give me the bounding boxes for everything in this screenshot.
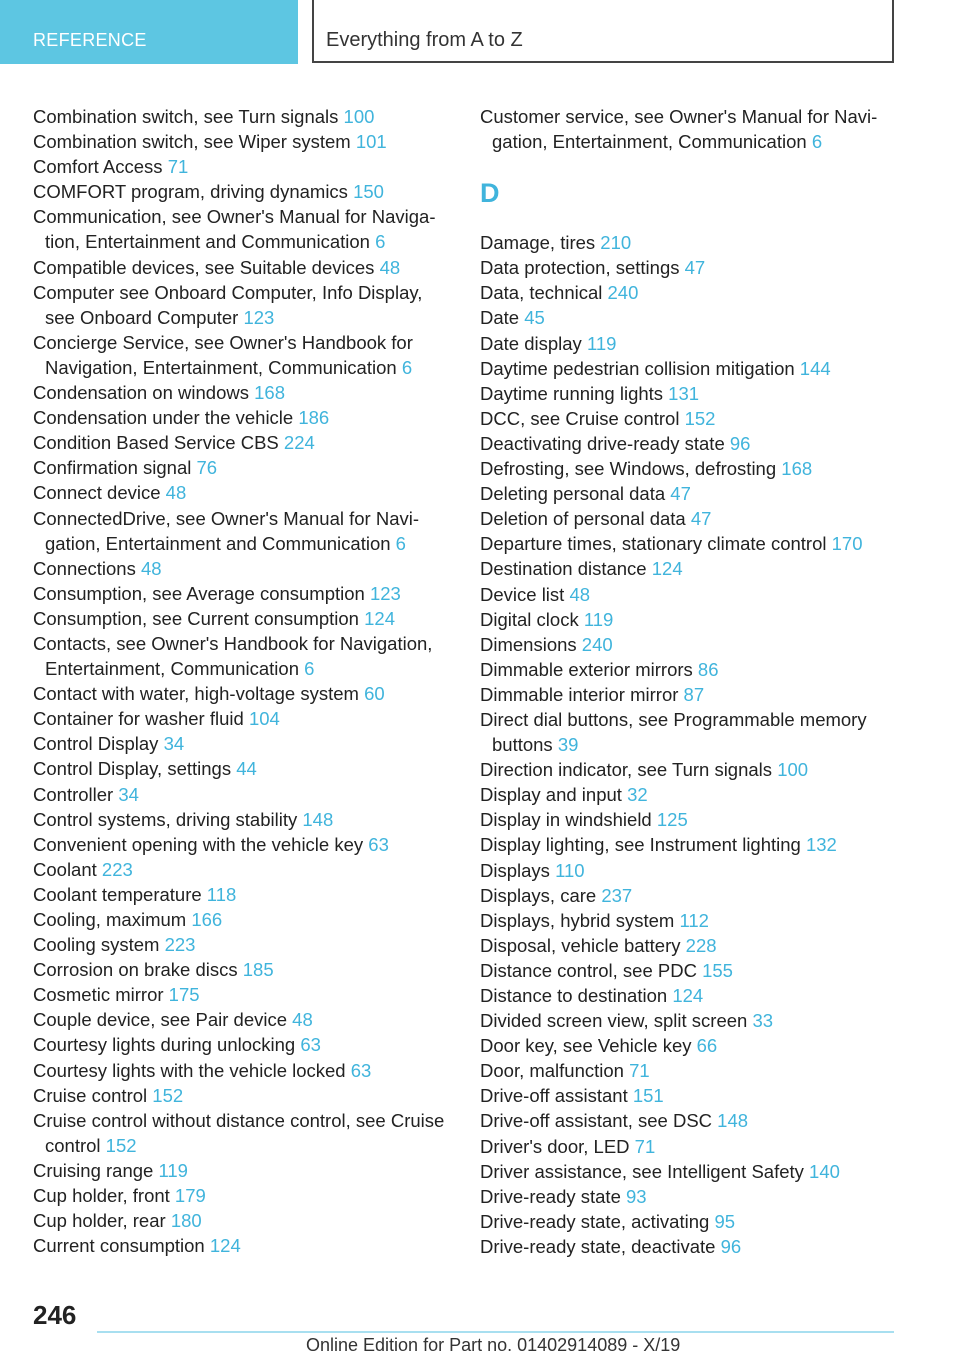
page-reference-link[interactable]: 95 — [714, 1210, 736, 1232]
index-entry — [480, 632, 900, 657]
index-entry — [480, 1033, 900, 1058]
index-entry — [33, 807, 453, 832]
index-entries-d — [480, 230, 900, 1259]
index-entry-text: Cooling system — [33, 934, 160, 956]
index-entry — [480, 682, 900, 707]
index-entry — [33, 430, 453, 455]
index-entry-text: Connect device — [33, 482, 161, 504]
index-entry-text: Communication, see Owner's Manual for Naviga-tion, Entertainment and Communication — [33, 206, 436, 253]
index-entry-text: Door key, see Vehicle key — [480, 1035, 692, 1057]
page-reference-link[interactable]: 210 — [600, 232, 632, 254]
index-entry-text: Contacts, see Owner's Handbook for Navigation, Entertainment, Communication — [33, 632, 433, 680]
page-reference-link[interactable]: 44 — [236, 758, 257, 780]
index-entry-text: Damage, tires — [480, 232, 596, 254]
index-entry — [480, 1134, 900, 1159]
page-reference-link[interactable]: 48 — [569, 583, 591, 605]
page-reference-link[interactable]: 124 — [209, 1235, 241, 1257]
index-entry-text: Distance control, see PDC — [480, 959, 697, 981]
page-reference-link[interactable]: 112 — [679, 909, 709, 931]
index-entry-text: Direct dial buttons, see Programmable memory buttons — [480, 708, 867, 756]
index-entry — [33, 280, 453, 330]
index-entry-text: Date — [480, 307, 520, 329]
index-entry — [480, 908, 900, 933]
index-entry-text: Departure times, stationary climate control — [480, 533, 827, 555]
page-reference-link[interactable]: 155 — [702, 959, 733, 981]
page-reference-link[interactable]: 101 — [355, 131, 387, 153]
index-entry-text: DCC, see Cruise control — [480, 407, 680, 429]
page-reference-link[interactable]: 86 — [697, 658, 719, 680]
page-reference-link[interactable]: 48 — [165, 482, 187, 504]
index-entry — [33, 1183, 453, 1208]
index-entry — [33, 1233, 453, 1258]
index-entry-text: Deleting personal data — [480, 483, 666, 505]
index-entry — [33, 255, 453, 280]
index-entry-text: Divided screen view, split screen — [480, 1010, 748, 1032]
page-reference-link[interactable]: 224 — [283, 432, 315, 454]
page-reference-link[interactable]: 60 — [364, 683, 385, 705]
index-entry — [480, 230, 900, 255]
index-entry — [33, 832, 453, 857]
index-entry — [33, 731, 453, 756]
index-entry — [480, 858, 900, 883]
index-entry-text: Cup holder, front — [33, 1185, 170, 1207]
index-entry — [480, 832, 900, 857]
index-entry — [33, 1208, 453, 1233]
index-entry-text: Customer service, see Owner's Manual for Navi-gation, Entertainment, Communication — [480, 106, 878, 153]
page-reference-link[interactable]: 152 — [684, 407, 716, 429]
page-reference-link[interactable]: 6 — [401, 356, 413, 378]
page-reference-link[interactable]: 6 — [395, 532, 406, 554]
index-entry — [480, 1159, 900, 1184]
index-entry — [480, 782, 900, 807]
page-reference-link[interactable]: 34 — [163, 733, 185, 755]
page-reference-link[interactable]: 104 — [248, 708, 280, 730]
index-entry-text: Cooling, maximum — [33, 909, 187, 930]
index-entry — [33, 606, 453, 631]
page-reference-link[interactable]: 33 — [752, 1010, 774, 1032]
index-entry — [33, 957, 453, 982]
index-entry-text: Displays, hybrid system — [480, 909, 675, 931]
index-entry — [480, 983, 900, 1008]
index-entry — [480, 1008, 900, 1033]
page-reference-link[interactable]: 175 — [168, 984, 200, 1006]
index-entry-text: Date display — [480, 332, 582, 354]
page-reference-link[interactable]: 71 — [167, 156, 189, 178]
page-reference-link[interactable]: 223 — [101, 858, 133, 880]
index-entry — [480, 456, 900, 481]
page-reference-link[interactable]: 166 — [191, 909, 223, 930]
index-entry — [480, 406, 900, 431]
page-reference-link[interactable]: 6 — [811, 131, 823, 153]
page-reference-link[interactable]: 47 — [670, 483, 691, 505]
index-entry — [33, 154, 453, 179]
page-reference-link[interactable]: 119 — [583, 608, 614, 630]
index-entry-text: ConnectedDrive, see Owner's Manual for Navi-gation, Entertainment and Communication — [33, 507, 420, 554]
index-entry — [33, 455, 453, 480]
index-entry-text: Daytime pedestrian collision mitigation — [480, 357, 795, 379]
index-entry-text: Corrosion on brake discs — [33, 959, 238, 981]
page-reference-link[interactable]: 47 — [684, 257, 706, 279]
page-reference-link[interactable]: 152 — [105, 1134, 137, 1156]
index-entry-text: Compatible devices, see Suitable devices — [33, 256, 375, 278]
page-reference-link[interactable]: 96 — [729, 432, 751, 454]
page-reference-link[interactable]: 119 — [586, 332, 617, 354]
page-reference-link[interactable]: 132 — [805, 834, 837, 856]
index-entry-text: Direction indicator, see Turn signals — [480, 759, 773, 781]
index-entry — [480, 757, 900, 782]
index-entry-text: Door, malfunction — [480, 1060, 624, 1082]
index-entry-text: Distance to destination — [480, 985, 668, 1006]
index-entry — [480, 431, 900, 456]
index-entry-text: Display lighting, see Instrument lighting — [480, 834, 801, 856]
page-reference-link[interactable]: 34 — [118, 783, 139, 805]
index-entry-text: Drive-off assistant, see DSC — [480, 1110, 713, 1132]
page-reference-link[interactable]: 71 — [629, 1060, 650, 1082]
index-entry — [480, 1184, 900, 1209]
index-entry-text: Current consumption — [33, 1235, 205, 1257]
index-entry-text: Drive-off assistant — [480, 1085, 628, 1107]
page-reference-link[interactable]: 100 — [777, 759, 809, 781]
page-reference-link[interactable]: 168 — [781, 458, 813, 480]
page-reference-link[interactable]: 150 — [353, 181, 384, 203]
index-entry-text: Contact with water, high-voltage system — [33, 683, 359, 705]
index-entry-text: Defrosting, see Windows, defrosting — [480, 458, 777, 480]
page-reference-link[interactable]: 6 — [304, 658, 315, 680]
index-entry — [480, 556, 900, 581]
index-entry-text: Cruise control — [33, 1084, 148, 1106]
index-entry — [480, 255, 900, 280]
index-entry-text: Drive-ready state — [480, 1185, 621, 1207]
index-entry — [480, 381, 900, 406]
index-entry — [480, 1234, 900, 1259]
index-entry-text: Control Display, settings — [33, 758, 232, 780]
page-reference-link[interactable]: 32 — [627, 784, 648, 806]
index-entry — [33, 1032, 453, 1057]
page-reference-link[interactable]: 125 — [656, 809, 688, 831]
page-reference-link[interactable]: 6 — [375, 231, 386, 253]
index-entry — [480, 1108, 900, 1133]
index-entry — [33, 982, 453, 1007]
page-reference-link[interactable]: 123 — [243, 306, 275, 328]
index-entry-text: Dimmable interior mirror — [480, 683, 679, 705]
page-reference-link[interactable]: 48 — [379, 256, 401, 278]
index-entry-text: Control Display — [33, 733, 159, 755]
index-entry-text: Data protection, settings — [480, 257, 680, 279]
index-entry-text: Driver's door, LED — [480, 1135, 630, 1157]
header-title-box — [312, 0, 894, 63]
index-entry-text: Display in windshield — [480, 809, 652, 831]
page-reference-link[interactable]: 123 — [369, 582, 401, 604]
page-reference-link[interactable]: 168 — [254, 382, 285, 404]
index-entry-text: Displays — [480, 859, 550, 881]
index-column-right — [480, 104, 900, 1259]
index-entry-text: Controller — [33, 783, 114, 805]
index-entry — [33, 706, 453, 731]
page-reference-link[interactable]: 110 — [555, 859, 585, 881]
page-number: 246 — [33, 1300, 77, 1330]
index-entry-text: Deletion of personal data — [480, 508, 686, 530]
page-reference-link[interactable]: 63 — [368, 833, 389, 855]
index-entry-text: Driver assistance, see Intelligent Safety — [480, 1160, 804, 1182]
index-entry — [480, 883, 900, 908]
index-entry — [480, 933, 900, 958]
page-reference-link[interactable]: 66 — [696, 1035, 718, 1057]
index-entry-text: Deactivating drive-ready state — [480, 432, 725, 454]
index-entry-text: Coolant temperature — [33, 883, 202, 905]
index-column-left — [33, 104, 453, 1258]
page-reference-link[interactable]: 76 — [196, 457, 218, 479]
index-entry-text: Condensation on windows — [33, 382, 249, 404]
page-reference-link[interactable]: 131 — [668, 382, 700, 404]
section-tab-label: REFERENCE — [33, 30, 147, 50]
index-entry — [480, 607, 900, 632]
index-entry — [480, 1058, 900, 1083]
index-entry-text: Daytime running lights — [480, 382, 664, 404]
index-entry — [33, 179, 453, 204]
page-reference-link[interactable]: 96 — [720, 1235, 742, 1257]
index-entry — [33, 932, 453, 957]
index-entry — [480, 481, 900, 506]
index-entry — [480, 506, 900, 531]
index-entry — [33, 882, 453, 907]
section-letter: D — [480, 178, 500, 209]
index-entry-text: Confirmation signal — [33, 457, 192, 479]
index-entry — [480, 531, 900, 556]
page-reference-link[interactable]: 180 — [170, 1210, 202, 1232]
index-entry-text: Destination distance — [480, 558, 647, 580]
index-entry-text: Device list — [480, 583, 565, 605]
index-entry — [33, 857, 453, 882]
index-entry — [480, 1209, 900, 1234]
index-entry — [480, 305, 900, 330]
page-reference-link[interactable]: 39 — [557, 734, 579, 756]
index-entry — [33, 204, 453, 254]
index-entry-text: Condition Based Service CBS — [33, 432, 279, 454]
index-entry-text: Couple device, see Pair device — [33, 1009, 288, 1031]
index-entry-text: Computer see Onboard Computer, Info Display, see Onboard Computer — [33, 281, 423, 328]
index-entry — [33, 631, 453, 681]
page-reference-link[interactable]: 223 — [164, 934, 196, 956]
index-entry-text: Drive-ready state, activating — [480, 1210, 710, 1232]
page-reference-link[interactable]: 100 — [343, 106, 375, 127]
index-entry — [33, 480, 453, 505]
index-entry-text: Display and input — [480, 784, 622, 806]
footer-edition-text: Online Edition for Part no. 01402914089 - X/19 — [306, 1335, 681, 1355]
page-reference-link[interactable]: 228 — [685, 934, 717, 956]
page-reference-link[interactable]: 48 — [140, 557, 162, 579]
index-entry-text: Connections — [33, 557, 136, 579]
page-reference-link[interactable]: 186 — [298, 407, 330, 429]
index-entry — [33, 104, 453, 129]
page-reference-link[interactable]: 240 — [581, 633, 613, 655]
index-entry — [33, 506, 453, 556]
page-reference-link[interactable]: 71 — [634, 1135, 656, 1157]
index-entry — [480, 280, 900, 305]
index-entry — [480, 657, 900, 682]
index-entry-text: Displays, care — [480, 884, 597, 906]
page-reference-link[interactable]: 179 — [174, 1185, 206, 1207]
index-entry — [33, 1108, 453, 1158]
index-entry-text: Digital clock — [480, 608, 579, 630]
index-entry — [33, 1007, 453, 1032]
page-reference-link[interactable]: 124 — [364, 607, 395, 629]
index-entry-text: Control systems, driving stability — [33, 808, 298, 830]
index-entry — [480, 707, 900, 757]
page-reference-link[interactable]: 48 — [292, 1009, 313, 1031]
page-reference-link[interactable]: 118 — [206, 883, 237, 905]
index-entry — [33, 129, 453, 154]
index-entry-text: Condensation under the vehicle — [33, 407, 294, 429]
index-entry-text: Coolant — [33, 858, 97, 880]
page-reference-link[interactable]: 124 — [672, 985, 704, 1006]
index-entry-text: Dimensions — [480, 633, 577, 655]
index-entry-text: Cosmetic mirror — [33, 984, 164, 1006]
page-reference-link[interactable]: 45 — [524, 307, 545, 329]
index-entry — [33, 782, 453, 807]
page-reference-link[interactable]: 140 — [809, 1160, 840, 1182]
page-reference-link[interactable]: 119 — [158, 1159, 188, 1181]
page-reference-link[interactable]: 237 — [601, 884, 633, 906]
index-entry-text: Convenient opening with the vehicle key — [33, 833, 364, 855]
page-reference-link[interactable]: 63 — [300, 1034, 321, 1056]
index-entry — [480, 104, 900, 154]
index-entry-text: Courtesy lights with the vehicle locked — [33, 1059, 346, 1081]
index-entry-text: Courtesy lights during unlocking — [33, 1034, 296, 1056]
index-entry — [33, 330, 453, 380]
index-entry-text: Combination switch, see Wiper system — [33, 131, 351, 153]
index-entry-text: Container for washer fluid — [33, 708, 244, 730]
index-entry — [480, 356, 900, 381]
page-reference-link[interactable]: 148 — [302, 808, 334, 830]
index-entry — [33, 756, 453, 781]
page-title: Everything from A to Z — [326, 29, 523, 51]
page-reference-link[interactable]: 124 — [651, 558, 683, 580]
footer-divider — [97, 1331, 894, 1333]
index-entry-text: Dimmable exterior mirrors — [480, 658, 693, 680]
page-reference-link[interactable]: 144 — [799, 357, 831, 379]
page-reference-link[interactable]: 87 — [683, 683, 705, 705]
page-reference-link[interactable]: 152 — [152, 1084, 184, 1106]
index-entry-text: Cup holder, rear — [33, 1210, 166, 1232]
index-entry — [480, 807, 900, 832]
page-reference-link[interactable]: 185 — [242, 959, 274, 981]
index-entry-text: Disposal, vehicle battery — [480, 934, 681, 956]
index-entry — [33, 405, 453, 430]
section-tab — [0, 0, 298, 64]
index-entry — [33, 556, 453, 581]
index-entry — [33, 380, 453, 405]
index-entry — [33, 1158, 453, 1183]
index-entry — [33, 1083, 453, 1108]
index-entries-c-continued — [480, 104, 900, 154]
index-entry-text: Data, technical — [480, 282, 603, 304]
index-entry-text: Cruising range — [33, 1159, 154, 1181]
index-entry-text: Combination switch, see Turn signals — [33, 106, 339, 127]
page-reference-link[interactable]: 47 — [690, 508, 712, 530]
index-entry-text: Consumption, see Current consumption — [33, 607, 359, 629]
index-entry-text: Consumption, see Average consumption — [33, 582, 365, 604]
index-entry-text: Concierge Service, see Owner's Handbook for Navigation, Entertainment, Communication — [33, 331, 413, 378]
index-entry — [33, 581, 453, 606]
page-reference-link[interactable]: 63 — [350, 1059, 372, 1081]
index-entry-text: COMFORT program, driving dynamics — [33, 181, 348, 203]
page-reference-link[interactable]: 148 — [717, 1110, 749, 1132]
index-entry — [480, 582, 900, 607]
index-entry-text: Drive-ready state, deactivate — [480, 1235, 716, 1257]
index-entry-text: Comfort Access — [33, 156, 163, 178]
page-reference-link[interactable]: 170 — [831, 533, 863, 555]
page-reference-link[interactable]: 240 — [607, 282, 639, 304]
index-entry — [480, 1083, 900, 1108]
page-reference-link[interactable]: 151 — [632, 1085, 664, 1107]
index-entry — [33, 1058, 453, 1083]
index-entry — [480, 958, 900, 983]
index-entry — [33, 907, 453, 932]
index-entry-text: Cruise control without distance control, see Cruise control — [33, 1109, 445, 1156]
index-entry — [33, 681, 453, 706]
page-reference-link[interactable]: 93 — [626, 1185, 647, 1207]
index-entry — [480, 331, 900, 356]
